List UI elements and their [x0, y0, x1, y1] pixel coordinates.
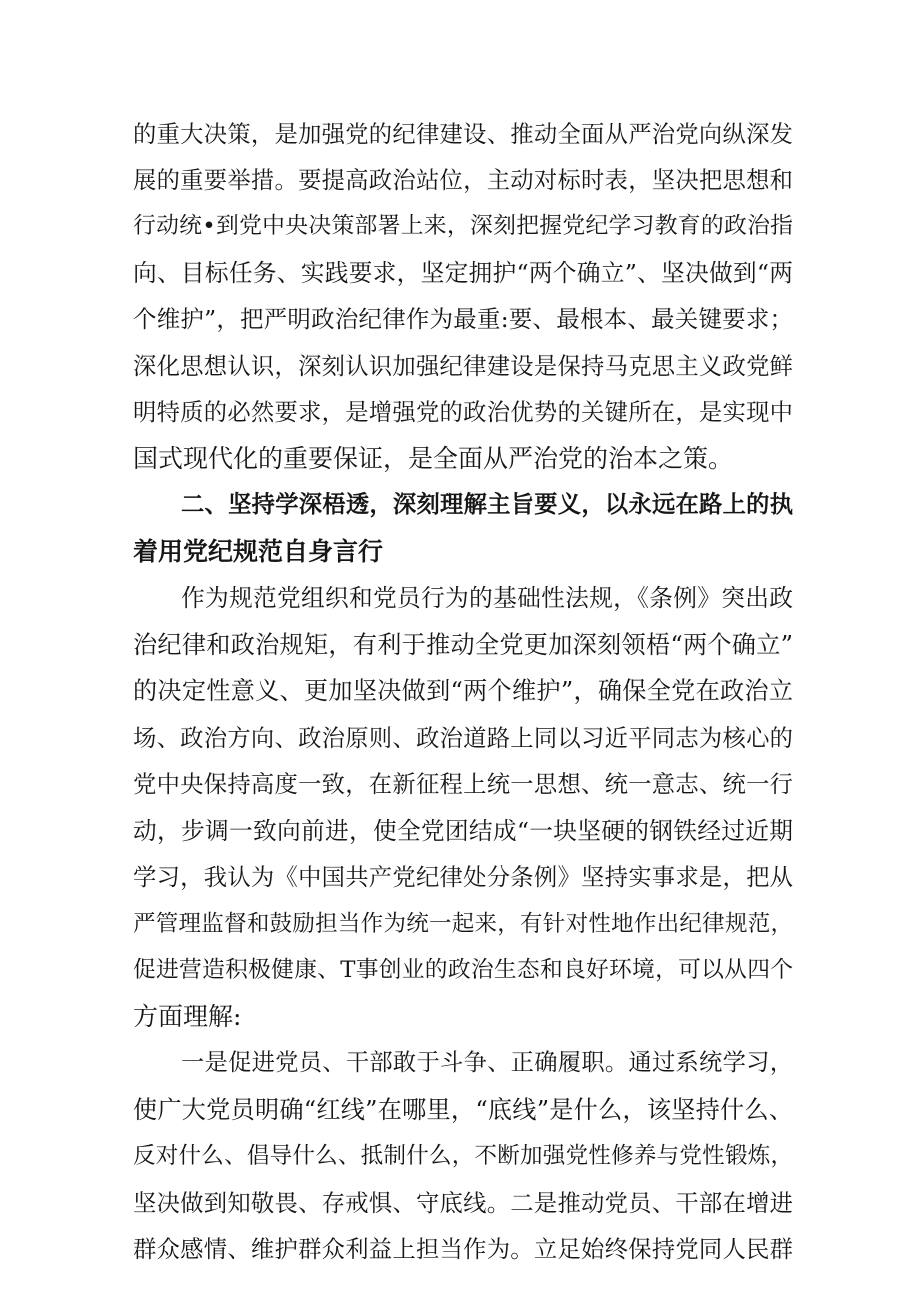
paragraph-line: 的决定性意义、更加坚决做到“两个维护”，确保全党在政治立 — [133, 677, 793, 705]
section-heading: 二、坚持学深梧透，深刻理解主旨要义，以永远在路上的执 — [181, 491, 793, 518]
paragraph-line: 场、政治方向、政治原则、政治道路上同以习近平同志为核心的 — [133, 724, 793, 752]
paragraph-line: 国式现代化的重要保证，是全面从严治党的治本之策。 — [133, 444, 734, 473]
paragraph-line: 个维护”，把严明政治纪律作为最重:要、最根本、最关键要求； — [133, 305, 793, 333]
paragraph-line: 学习，我认为《中国共产党纪律处分条例》坚持实事求是，把从 — [133, 863, 793, 891]
paragraph-line: 反对什么、倡导什么、抵制什么，不断加强党性修养与党性锻炼， — [133, 1143, 793, 1169]
paragraph-line: 的重大决策，是加强党的纪律建设、推动全面从严治党向纵深发 — [133, 120, 793, 148]
paragraph-line: 严管理监督和鼓励担当作为统一起来，有针对性地作出纪律规范， — [133, 911, 793, 937]
paragraph-line: 群众感情、维护群众利益上担当作为。立足始终保持党同人民群 — [133, 1235, 793, 1263]
paragraph-line: 一是促进党员、干部敢于斗争、正确履职。通过系统学习， — [181, 1049, 793, 1076]
paragraph-line: 治纪律和政治规矩，有利于推动全党更加深刻领梧“两个确立” — [133, 631, 793, 659]
paragraph-line: 党中央保持高度一致，在新征程上统一思想、统一意志、统一行 — [133, 770, 793, 798]
paragraph-line: 深化思想认识，深刻认识加强纪律建设是保持马克思主义政党鲜 — [133, 352, 793, 380]
paragraph-line: 动，步调一致向前进，使全党团结成“一块坚硬的钢铁经过近期 — [133, 817, 793, 845]
section-heading: 着用党纪规范自身言行 — [133, 537, 384, 566]
paragraph-line: 方面理解: — [133, 1002, 242, 1031]
paragraph-line: 作为规范党组织和党员行为的基础性法规，《条例》突出政 — [181, 584, 793, 612]
paragraph-line: 使广大党员明确“红线”在哪里，“底线”是什么，该坚持什么、 — [133, 1096, 793, 1124]
paragraph-line: 坚决做到知敬畏、存戒惧、守底线。二是推动党员、干部在增进 — [133, 1189, 793, 1217]
paragraph-line: 促进营造积极健康、T事创业的政治生态和良好环境，可以从四个 — [133, 957, 793, 983]
paragraph-line: 展的重要举措。要提高政治站位，主动对标时表，坚决把思想和 — [133, 166, 793, 194]
paragraph-line: 明特质的必然要求，是增强党的政治优势的关键所在，是实现中 — [133, 398, 793, 426]
paragraph-line: 向、目标任务、实践要求，坚定拥护“两个确立”、坚决做到“两 — [133, 259, 793, 287]
paragraph-line: 行动统•到党中央决策部署上来，深刻把握党纪学习教育的政治指 — [133, 213, 793, 239]
